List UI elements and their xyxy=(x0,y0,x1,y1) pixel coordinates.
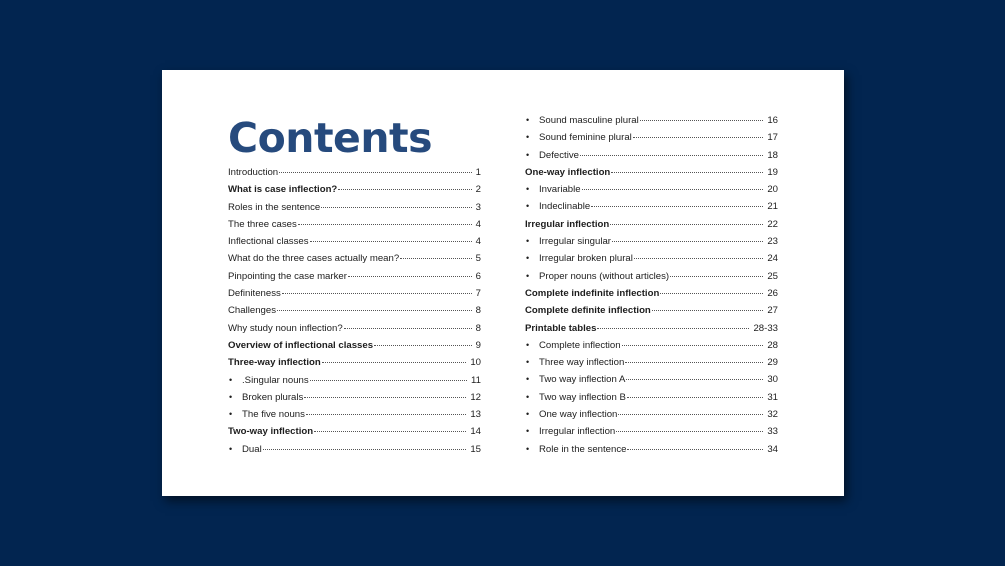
bullet-icon: • xyxy=(229,374,233,385)
bullet-icon: • xyxy=(229,409,233,420)
dot-leader xyxy=(306,414,466,415)
toc-page-number: 18 xyxy=(767,149,778,161)
bullet-icon: • xyxy=(526,115,530,125)
toc-entry xyxy=(228,285,481,302)
toc-entry-label: Printable tables xyxy=(525,322,597,334)
toc-page-number: 16 xyxy=(767,115,778,126)
bullet-icon: • xyxy=(526,357,530,368)
dot-leader xyxy=(670,276,763,277)
toc-entry-label: Proper nouns (without articles) xyxy=(539,270,670,282)
toc-entry-label: Introduction xyxy=(228,167,279,178)
toc-page-number: 13 xyxy=(470,409,481,421)
toc-entry xyxy=(228,233,481,250)
toc-page-number: 28 xyxy=(767,339,778,351)
toc-entry xyxy=(228,320,481,337)
toc-entry-label: One-way inflection xyxy=(525,166,611,178)
toc-entry-label: Irregular broken plural xyxy=(539,253,633,265)
bullet-icon: • xyxy=(526,409,530,420)
toc-subentry xyxy=(525,371,778,388)
dot-leader xyxy=(374,345,472,346)
toc-page-number: 2 xyxy=(475,184,481,196)
toc-entry-label: Irregular inflection xyxy=(525,218,610,230)
toc-page-number: 5 xyxy=(475,253,481,265)
toc-subentry xyxy=(525,423,778,440)
toc-entry-label: Two-way inflection xyxy=(228,426,314,438)
bullet-icon: • xyxy=(526,236,530,247)
toc-subentry xyxy=(525,441,778,458)
toc-entry xyxy=(228,423,481,440)
dot-leader xyxy=(612,241,763,242)
toc-page-number: 8 xyxy=(475,322,481,334)
toc-page-number: 3 xyxy=(475,201,481,213)
dot-leader xyxy=(633,137,764,138)
toc-page-number: 10 xyxy=(470,357,481,369)
toc-entry-label: Pinpointing the case marker xyxy=(228,270,347,282)
toc-page-number: 14 xyxy=(470,426,481,438)
toc-page-number: 11 xyxy=(471,374,481,386)
dot-leader xyxy=(591,206,763,207)
toc-page-number: 23 xyxy=(767,236,778,248)
dot-leader xyxy=(310,380,467,381)
dot-leader xyxy=(634,258,763,259)
dot-leader xyxy=(314,431,466,432)
toc-entry-label: .Singular nouns xyxy=(242,374,309,386)
toc-entry-label: Three way inflection xyxy=(539,357,625,369)
dot-leader xyxy=(400,258,471,259)
toc-entry-label: Invariable xyxy=(539,184,581,196)
dot-leader xyxy=(627,449,763,450)
bullet-icon: • xyxy=(229,391,233,402)
toc-entry-label: Complete inflection xyxy=(539,339,621,351)
toc-entry xyxy=(525,216,778,233)
toc-page-number: 6 xyxy=(475,270,481,282)
dot-leader xyxy=(610,224,763,225)
toc-subentry xyxy=(525,147,778,164)
toc-entry-label: One way inflection xyxy=(539,409,618,421)
toc-entry xyxy=(228,250,481,267)
toc-page-number: 9 xyxy=(475,339,481,351)
toc-subentry xyxy=(525,181,778,198)
dot-leader xyxy=(582,189,764,190)
toc-entry-label: What is case inflection? xyxy=(228,184,338,196)
toc-subentry xyxy=(525,198,778,215)
toc-entry xyxy=(228,354,481,371)
toc-entry-label: Dual xyxy=(242,443,262,455)
toc-entry-label: Irregular inflection xyxy=(539,426,616,438)
toc-left-column xyxy=(228,164,481,458)
dot-leader xyxy=(322,362,467,363)
toc-subentry xyxy=(525,354,778,371)
dot-leader xyxy=(622,345,764,346)
toc-subentry xyxy=(525,406,778,423)
toc-entry-label: Roles in the sentence xyxy=(228,201,321,213)
toc-subentry xyxy=(525,129,778,146)
toc-right-column xyxy=(525,112,778,458)
toc-entry-label: Sound feminine plural xyxy=(539,132,632,144)
toc-page-number: 4 xyxy=(475,218,481,230)
toc-page-number: 26 xyxy=(767,287,778,299)
toc-subentry xyxy=(525,337,778,354)
dot-leader xyxy=(348,276,472,277)
bullet-icon: • xyxy=(526,132,530,143)
toc-page-number: 4 xyxy=(475,236,481,248)
toc-subentry xyxy=(525,389,778,406)
bullet-icon: • xyxy=(526,339,530,350)
bullet-icon: • xyxy=(526,426,530,437)
toc-entry-label: Three-way inflection xyxy=(228,357,321,369)
toc-entry xyxy=(228,164,481,181)
bullet-icon: • xyxy=(526,443,530,454)
bullet-icon: • xyxy=(526,149,530,160)
toc-page-number: 1 xyxy=(475,167,481,178)
toc-entry-label: The three cases xyxy=(228,218,297,230)
toc-subentry xyxy=(228,441,481,458)
dot-leader xyxy=(625,362,763,363)
toc-page-number: 8 xyxy=(475,305,481,317)
bullet-icon: • xyxy=(526,374,530,385)
page-title: Contents xyxy=(228,114,433,162)
dot-leader xyxy=(640,120,764,121)
toc-page-number: 31 xyxy=(767,391,778,403)
dot-leader xyxy=(597,328,749,329)
toc-entry-label: Complete definite inflection xyxy=(525,305,651,317)
toc-subentry xyxy=(525,268,778,285)
toc-entry-label: Broken plurals xyxy=(242,391,304,403)
bullet-icon: • xyxy=(526,253,530,264)
toc-entry xyxy=(525,164,778,181)
toc-page-number: 34 xyxy=(767,443,778,455)
toc-page-number: 21 xyxy=(767,201,778,213)
toc-entry-label: Defective xyxy=(539,149,579,161)
toc-page-number: 19 xyxy=(767,166,778,178)
toc-page-number: 15 xyxy=(470,443,481,455)
toc-entry-label: Inflectional classes xyxy=(228,236,309,248)
bullet-icon: • xyxy=(229,443,233,454)
toc-subentry xyxy=(525,250,778,267)
dot-leader xyxy=(338,189,471,190)
toc-subentry xyxy=(228,406,481,423)
toc-entry xyxy=(228,181,481,198)
bullet-icon: • xyxy=(526,391,530,402)
toc-entry-label: The five nouns xyxy=(242,409,305,421)
toc-page-number: 17 xyxy=(767,132,778,144)
dot-leader xyxy=(626,379,763,380)
dot-leader xyxy=(618,414,763,415)
dot-leader xyxy=(279,172,472,173)
bullet-icon: • xyxy=(526,184,530,195)
toc-entry-label: Definiteness xyxy=(228,288,281,300)
toc-page-number: 30 xyxy=(767,374,778,386)
toc-page-number: 32 xyxy=(767,409,778,421)
toc-page-number: 29 xyxy=(767,357,778,369)
dot-leader xyxy=(627,397,763,398)
toc-page-number: 22 xyxy=(767,218,778,230)
dot-leader xyxy=(652,310,764,311)
toc-page-number: 28-33 xyxy=(753,322,778,334)
toc-subentry xyxy=(228,389,481,406)
dot-leader xyxy=(298,224,472,225)
toc-entry-label: Irregular singular xyxy=(539,236,611,248)
dot-leader xyxy=(611,172,763,173)
dot-leader xyxy=(344,328,472,329)
toc-subentry xyxy=(525,112,778,129)
toc-entry-label: Indeclinable xyxy=(539,201,591,213)
toc-entry-label: What do the three cases actually mean? xyxy=(228,253,400,265)
toc-entry-label: Two way inflection A xyxy=(539,374,626,386)
toc-entry-label: Why study noun inflection? xyxy=(228,322,343,334)
toc-entry xyxy=(228,216,481,233)
toc-entry-label: Role in the sentence xyxy=(539,443,627,455)
dot-leader xyxy=(660,293,763,294)
toc-entry-label: Sound masculine plural xyxy=(539,115,639,126)
toc-entry xyxy=(228,268,481,285)
toc-page-number: 27 xyxy=(767,305,778,317)
bullet-icon: • xyxy=(526,201,530,212)
toc-entry-label: Challenges xyxy=(228,305,277,317)
toc-subentry xyxy=(525,233,778,250)
dot-leader xyxy=(310,241,472,242)
toc-entry xyxy=(525,302,778,319)
toc-entry-label: Complete indefinite inflection xyxy=(525,287,660,299)
toc-entry xyxy=(228,199,481,216)
toc-page-number: 12 xyxy=(470,391,481,403)
toc-page-number: 24 xyxy=(767,253,778,265)
toc-page-number: 33 xyxy=(767,426,778,438)
toc-page-number: 7 xyxy=(475,288,481,300)
toc-page-number: 25 xyxy=(767,270,778,282)
dot-leader xyxy=(321,207,471,208)
toc-entry-label: Two way inflection B xyxy=(539,391,626,403)
toc-entry xyxy=(228,337,481,354)
bullet-icon: • xyxy=(526,270,530,281)
dot-leader xyxy=(263,449,467,450)
dot-leader xyxy=(616,431,763,432)
contents-page xyxy=(162,70,844,496)
dot-leader xyxy=(282,293,472,294)
dot-leader xyxy=(277,310,472,311)
toc-entry xyxy=(525,320,778,337)
toc-page-number: 20 xyxy=(767,184,778,196)
toc-entry xyxy=(525,285,778,302)
dot-leader xyxy=(580,155,763,156)
toc-entry-label: Overview of inflectional classes xyxy=(228,339,374,351)
dot-leader xyxy=(304,397,466,398)
toc-subentry xyxy=(228,372,481,389)
toc-entry xyxy=(228,302,481,319)
